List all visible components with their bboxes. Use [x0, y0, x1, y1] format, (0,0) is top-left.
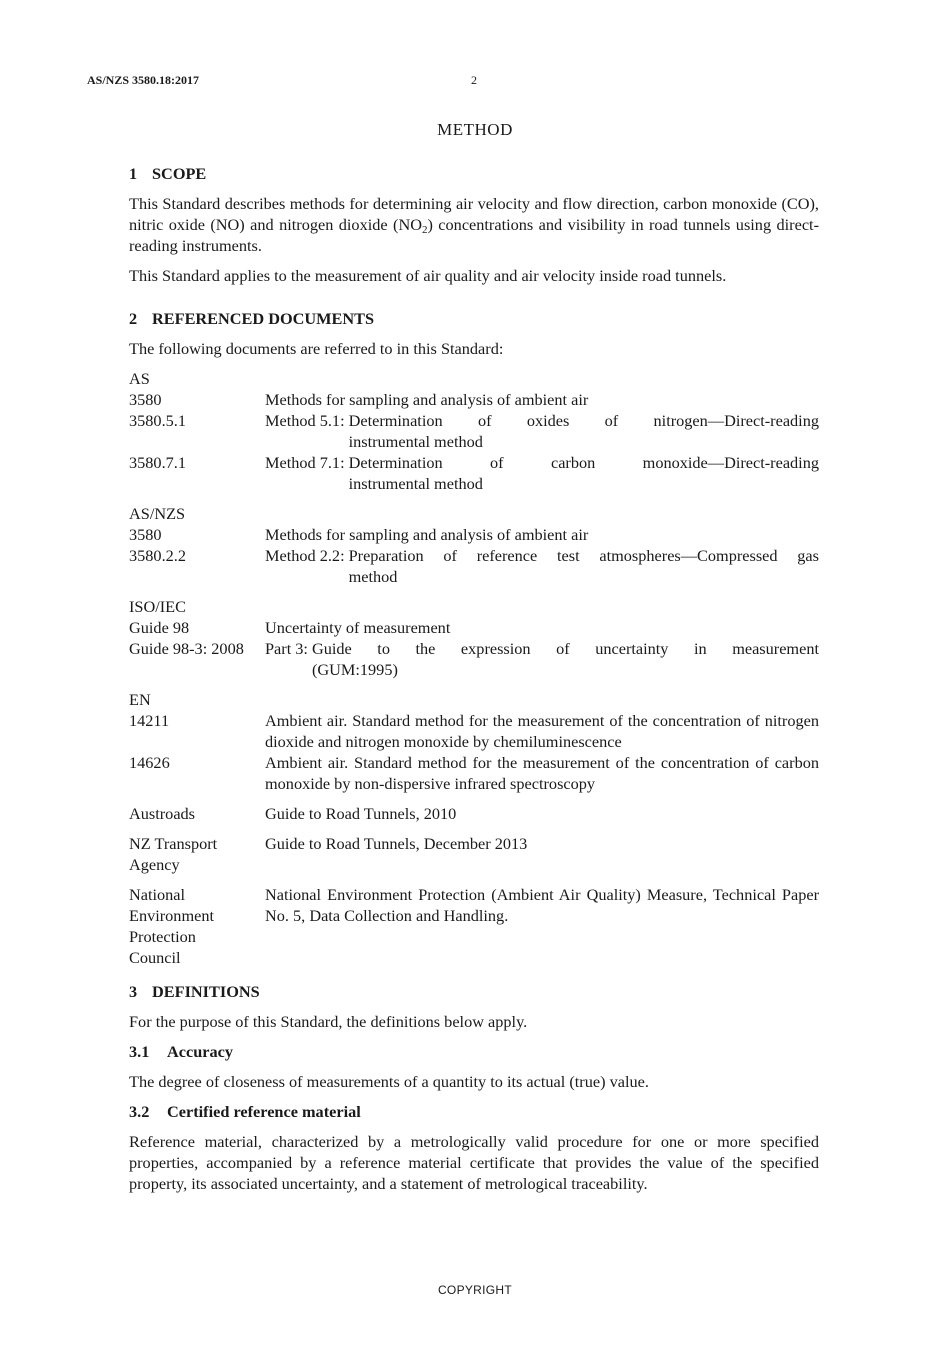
ref-title-line: (GUM:1995) [311, 660, 398, 679]
page-number: 2 [471, 73, 477, 87]
ref-desc: Methods for sampling and analysis of ambient air [265, 390, 589, 409]
ref-method-title [345, 410, 819, 452]
ref-row [129, 710, 819, 752]
subscript: 2 [421, 224, 428, 236]
ref-id: NZ Transport Agency [129, 834, 218, 874]
ref-desc: Ambient air. Standard method for the measurement of the concentration of nitrogen dioxide and nitrogen monoxide by chemiluminescence [265, 711, 819, 751]
ref-group-en [129, 689, 819, 794]
ref-group-isoiec [129, 596, 819, 680]
ref-desc [265, 452, 819, 494]
ref-desc: Methods for sampling and analysis of ambient air [265, 525, 589, 544]
definition-number: 3.2 [129, 1102, 150, 1121]
ref-row [129, 452, 819, 494]
ref-desc [265, 410, 819, 452]
ref-org: ISO/IEC [129, 597, 186, 616]
ref-org: EN [129, 690, 151, 709]
section-number: 3 [129, 982, 138, 1001]
ref-method-title [308, 638, 819, 680]
scope-text: ) concentrations and visibility in road tunnels using direct-reading instruments. [129, 215, 819, 255]
definition-number: 3.1 [129, 1042, 150, 1061]
definitions-intro: For the purpose of this Standard, the definitions below apply. [129, 1012, 528, 1031]
ref-row-austroads [129, 803, 819, 824]
ref-id: Guide 98-3: 2008 [129, 639, 244, 658]
scope-paragraph-2: This Standard applies to the measurement of air quality and air velocity inside road tunnels. [129, 266, 727, 285]
ref-id: 3580 [129, 525, 162, 544]
ref-method-label: Method 7.1: [265, 453, 345, 472]
ref-row [129, 524, 819, 545]
section-heading-scope [129, 163, 819, 184]
section-title: REFERENCED DOCUMENTS [152, 309, 375, 328]
definition-text-accuracy: The degree of closeness of measurements of a quantity to its actual (true) value. [129, 1072, 649, 1091]
ref-id: 14211 [129, 711, 170, 730]
ref-id: Guide 98 [129, 618, 190, 637]
ref-row-nzta [129, 833, 819, 875]
ref-group-as [129, 368, 819, 494]
ref-row [129, 617, 819, 638]
ref-id: 3580 [129, 390, 162, 409]
ref-title-line: Determination of carbon monoxide—Direct-reading [348, 453, 819, 472]
ref-row [129, 545, 819, 587]
document-body [129, 163, 819, 1203]
ref-desc [265, 545, 819, 587]
ref-title-line: Preparation of reference test atmospheres—Compressed gas [348, 546, 819, 565]
ref-method-title [345, 452, 819, 494]
ref-title-line: instrumental method [348, 432, 483, 451]
ref-org: AS/NZS [129, 504, 186, 523]
ref-title-line: Guide to the expression of uncertainty in measurement [311, 639, 819, 658]
ref-row [129, 410, 819, 452]
ref-desc: Ambient air. Standard method for the measurement of the concentration of carbon monoxide by non-dispersive infrared spectroscopy [265, 753, 819, 793]
ref-group-asnzs [129, 503, 819, 587]
definition-heading-accuracy [129, 1041, 819, 1062]
ref-method-label: Method 2.2: [265, 546, 345, 565]
scope-paragraph-1 [129, 193, 819, 256]
ref-id: Austroads [129, 804, 196, 823]
ref-org: AS [129, 369, 150, 388]
ref-title-line: instrumental method [348, 474, 483, 493]
page-title: METHOD [437, 120, 513, 139]
ref-desc [265, 638, 819, 680]
ref-desc: Guide to Road Tunnels, December 2013 [265, 834, 528, 853]
ref-id: 3580.2.2 [129, 546, 186, 565]
definition-heading-crm [129, 1101, 819, 1122]
ref-row [129, 389, 819, 410]
ref-id: 3580.7.1 [129, 453, 186, 472]
ref-title-line: Determination of oxides of nitrogen—Direct-reading [348, 411, 819, 430]
header-doc-id: AS/NZS 3580.18:2017 [87, 73, 200, 87]
section-number: 1 [129, 164, 138, 183]
references-intro: The following documents are referred to in this Standard: [129, 339, 504, 358]
ref-id: National Environment Protection Council [129, 885, 215, 967]
section-heading-definitions [129, 981, 819, 1002]
section-title: SCOPE [152, 164, 207, 183]
ref-desc: National Environment Protection (Ambient Air Quality) Measure, Technical Paper No. 5, Data Collection and Handling. [265, 885, 819, 925]
ref-id: 14626 [129, 753, 170, 772]
ref-row [129, 638, 819, 680]
definition-text-crm: Reference material, characterized by a metrologically valid procedure for one or more specified properties, accompanied by a reference material certificate that provides the value of the specified property, its associated uncertainty, and a statement of metrological traceability. [129, 1132, 819, 1193]
ref-method-label: Method 5.1: [265, 411, 345, 430]
ref-method-title [345, 545, 819, 587]
ref-title-line: method [348, 567, 398, 586]
section-number: 2 [129, 309, 138, 328]
footer-copyright: COPYRIGHT [437, 1283, 513, 1297]
section-title: DEFINITIONS [152, 982, 260, 1001]
ref-row [129, 752, 819, 794]
scope-text: This Standard describes methods for determining air velocity and flow direction, carbon monoxide (CO), nitric oxide (NO) and nitrogen dioxide (NO [129, 194, 819, 234]
ref-id: 3580.5.1 [129, 411, 186, 430]
definition-term: Certified reference material [167, 1102, 361, 1121]
section-heading-references [129, 308, 819, 329]
definition-term: Accuracy [167, 1042, 233, 1061]
ref-row-nepc [129, 884, 819, 968]
ref-desc: Uncertainty of measurement [265, 618, 451, 637]
ref-method-label: Part 3: [265, 639, 308, 658]
ref-desc: Guide to Road Tunnels, 2010 [265, 804, 457, 823]
